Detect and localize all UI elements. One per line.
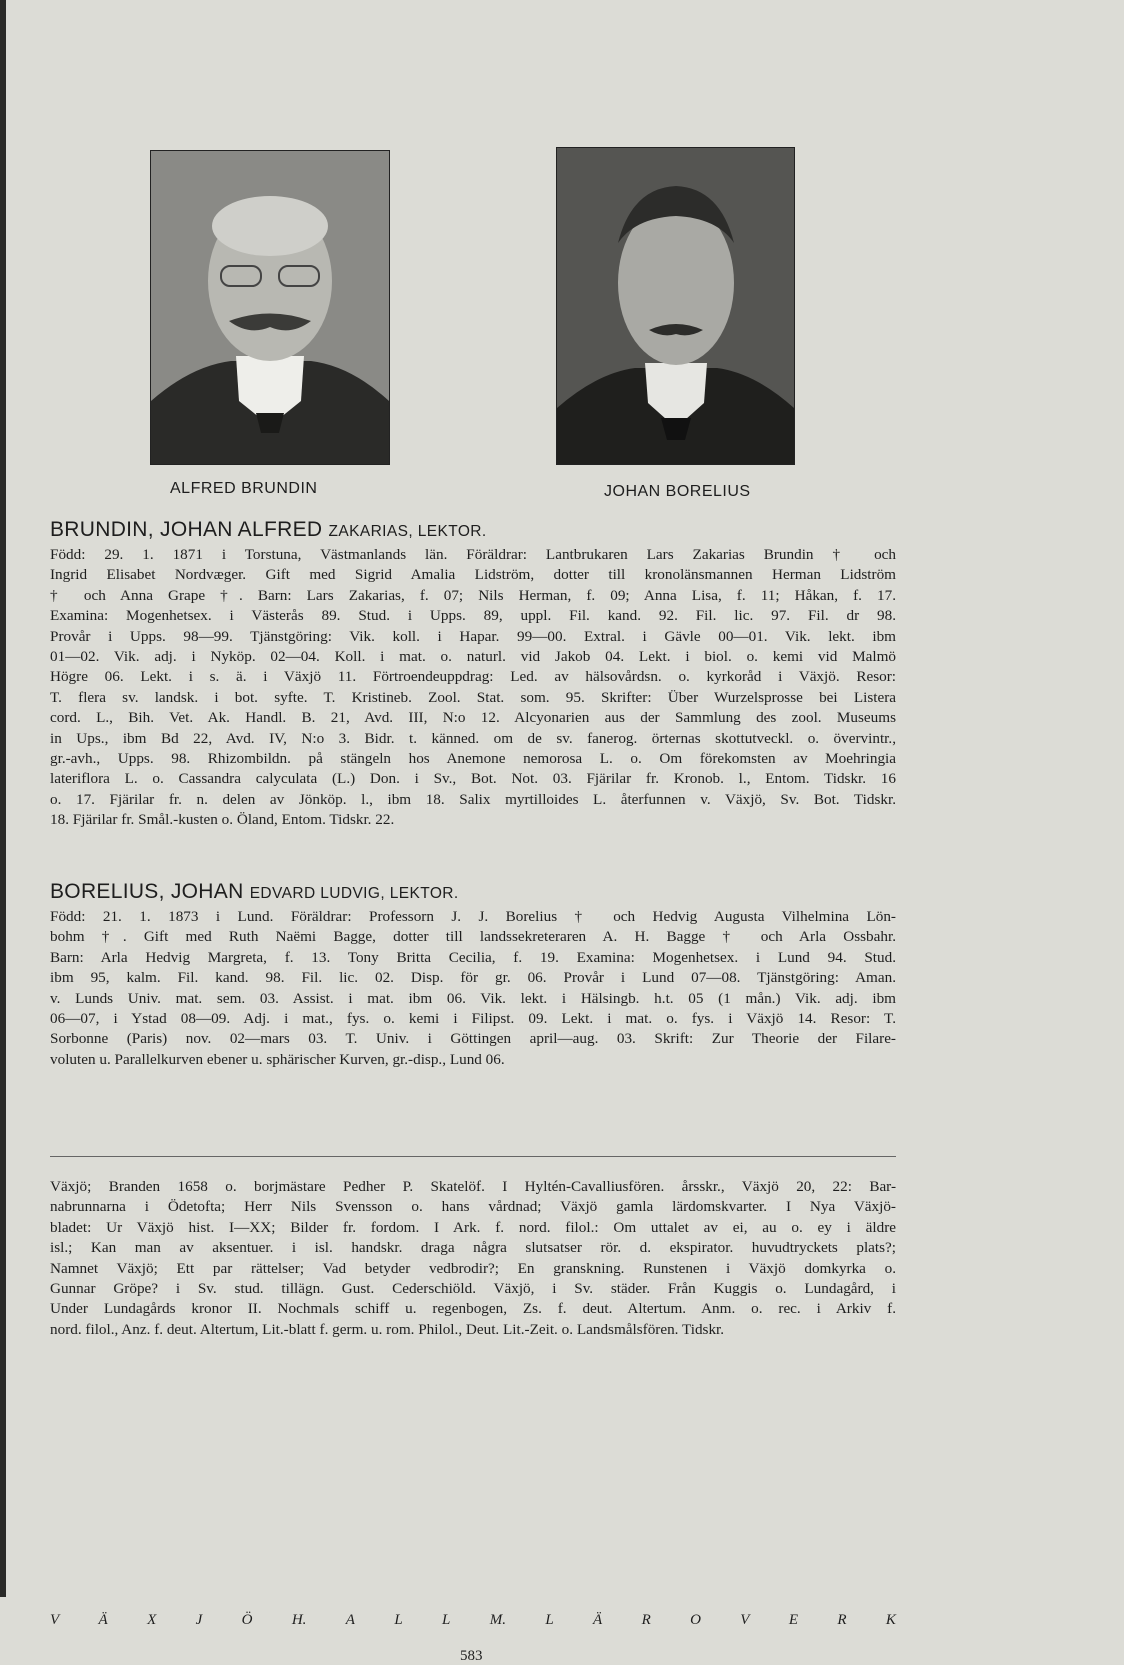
caption-left: ALFRED BRUNDIN (170, 480, 318, 497)
text-line: Född: 29. 1. 1871 i Torstuna, Västmanlands län. Föräldrar: Lantbrukaren Lars Zakarias Brundin † och (50, 546, 896, 563)
footnote-body (50, 1177, 896, 1340)
text-line: Examina: Mogenhetsex. i Västerås 89. Stud. i Upps. 89, uppl. Fil. kand. 92. Fil. lic. 97. Fil. dr 98. (50, 607, 896, 625)
running-head-letter: K (885, 1612, 896, 1628)
text-line: 01—02. Vik. adj. i Nyköp. 02—04. Koll. i mat. o. naturl. vid Jakob 04. Lekt. i biol. o. kemi vid Malmö (50, 648, 896, 666)
running-head-letter: E (788, 1612, 798, 1628)
text-line: Växjö; Branden 1658 o. borjmästare Pedher P. Skatelöf. I Hyltén-Cavalliusfören. årsskr., Växjö 20, 22: Bar- (50, 1178, 896, 1195)
footnote-divider (50, 1156, 896, 1157)
text-line: bohm †. Gift med Ruth Naëmi Bagge, dotter till landssekreteraren A. H. Bagge † och Arla Ossbahr. (50, 928, 896, 946)
text-line: 18. Fjärilar fr. Smål.-kusten o. Öland, Entom. Tidskr. 22. (50, 811, 395, 829)
text-line: Provår i Upps. 98—99. Tjänstgöring: Vik. koll. i Hapar. 99—00. Extral. i Gävle 00—01. Vik. lekt. ibm (50, 627, 896, 645)
entry-heading-name: BORELIUS, JOHAN (50, 880, 244, 903)
caption-right: JOHAN BORELIUS (604, 483, 751, 500)
running-head-letter: R (641, 1612, 651, 1628)
text-line: † och Anna Grape †. Barn: Lars Zakarias, f. 07; Nils Herman, f. 09; Anna Lisa, f. 11; Håkan, f. 17. (50, 586, 896, 604)
running-head-letter: L (545, 1612, 554, 1628)
running-head-letter: A (345, 1612, 355, 1628)
text-line: cord. L., Bih. Vet. Ak. Handl. B. 21, Avd. III, N:o 12. Alcyonarien aus der Sammlung des zool. Museums (50, 709, 896, 727)
entry-heading-borelius (50, 880, 459, 904)
running-head-letter: Ä (593, 1612, 603, 1628)
text-line: o. 17. Fjärilar fr. n. delen av Jönköp. l., ibm 18. Salix myrtilloides L. återfunnen v. Växjö, Sv. Bot. Tidskr. (50, 790, 896, 808)
text-line: Under Lundagårds kronor II. Nochmals schiff u. regenbogen, Zs. f. deut. Altertum. Anm. o. rec. i Arkiv f. (50, 1300, 896, 1318)
text-line: lateriflora L. o. Cassandra calyculata (L.) Don. i Sv., Bot. Not. 03. Fjärilar fr. Kronob. l., Entom. Tidskr. 16 (50, 770, 896, 788)
text-line: nabrunnarna i Ödetofta; Herr Nils Svensson o. hans vårdnad; Växjö gamla lärdomskvarter. I Nya Växjö- (50, 1198, 896, 1216)
running-head-letter: L (394, 1612, 403, 1628)
text-line: bladet: Ur Växjö hist. I—XX; Bilder fr. fordom. I Ark. f. nord. filol.: Om uttalet av ei, au o. ey i äldre (50, 1218, 896, 1236)
text-line: Sorbonne (Paris) nov. 02—mars 03. T. Univ. i Göttingen april—aug. 03. Skrift: Zur Theorie der Filare- (50, 1030, 896, 1048)
entry-heading-brundin (50, 518, 487, 542)
text-line: nord. filol., Anz. f. deut. Altertum, Lit.-blatt f. germ. u. rom. Philol., Deut. Lit.-Zeit. o. Landsmålsfören. Tidskr. (50, 1320, 725, 1338)
text-line: in Ups., ibm Bd 22, Avd. IV, N:o 3. Bidr. t. känned. om de sv. fanerog. örternas skottutveckl. o. övervintr., (50, 729, 896, 747)
text-line: Barn: Arla Hedvig Margreta, f. 13. Tony Britta Cecilia, f. 19. Examina: Mogenhetsex. i Lund 94. Stud. (50, 948, 896, 966)
text-line: 06—07, i Ystad 08—09. Adj. i mat., fys. o. kemi i Filipst. 09. Lekt. i mat. o. fys. i Växjö 14. Resor: T. (50, 1010, 896, 1028)
page-edge (0, 0, 6, 1597)
text-line: gr.-avh., Upps. 98. Rhizombildn. på stängeln hos Anemone nemorosa L. o. Om förekomsten av Moehringia (50, 750, 896, 768)
entry-heading-rest: EDVARD LUDVIG, LEKTOR. (249, 885, 459, 902)
running-head-letter: O (690, 1612, 701, 1628)
running-head (50, 1612, 896, 1629)
running-head-letter: Ä (98, 1612, 108, 1628)
running-head-letter: H. (291, 1612, 307, 1628)
text-line: Namnet Växjö; Ett par rättelser; Vad betyder vedbrodir?; En granskning. Runstenen i Växjö domkyrka o. (50, 1259, 896, 1277)
running-head-letter: Ö (241, 1612, 253, 1628)
entry-heading-name: BRUNDIN, JOHAN ALFRED (50, 518, 323, 541)
text-line: voluten u. Parallelkurven ebener u. sphärischer Kurven, gr.-disp., Lund 06. (50, 1050, 505, 1068)
entry-heading-rest: ZAKARIAS, LEKTOR. (328, 523, 487, 540)
running-head-letter: J (195, 1612, 203, 1628)
text-line: Ingrid Elisabet Nordvæger. Gift med Sigrid Amalia Lidström, dotter till kronolänsmannen Herman Lidström (50, 566, 896, 584)
running-head-letter: L (442, 1612, 451, 1628)
entry-body-borelius (50, 907, 896, 1070)
running-head-letter: R (837, 1612, 847, 1628)
text-line: Högre 06. Lekt. i s. ä. i Växjö 11. Förtroendeuppdrag: Led. av hälsovårdsn. o. kyrkoråd i Växjö. Resor: (50, 668, 896, 686)
text-line: isl.; Kan man av aksentuer. i isl. handskr. draga några slutsatser rör. d. ekspirator. huvudtryckets plats?; (50, 1239, 896, 1257)
text-line: v. Lunds Univ. mat. sem. 03. Assist. i mat. ibm 06. Vik. lekt. i Hälsingb. h.t. 05 (1 mån.) Vik. adj. ibm (50, 989, 896, 1007)
text-line: ibm 95, kalm. Fil. kand. 98. Fil. lic. 02. Disp. för gr. 06. Provår i Lund 07—08. Tjänstgöring: Aman. (50, 969, 896, 987)
running-head-letter: X (147, 1612, 157, 1628)
text-line: Född: 21. 1. 1873 i Lund. Föräldrar: Professorn J. J. Borelius † och Hedvig Augusta Vilhelmina Lön- (50, 908, 896, 925)
portrait-photo-alfred-brundin (150, 150, 390, 465)
running-head-letter: V (740, 1612, 750, 1628)
portrait-photo-johan-borelius (556, 147, 795, 465)
page-number: 583 (460, 1648, 483, 1664)
text-line: Gunnar Gröpe? i Sv. stud. tillägn. Gust. Cederschiöld. Växjö, i Sv. städer. Från Kuggis o. Lundagård, i (50, 1280, 896, 1298)
entry-body-brundin (50, 545, 896, 831)
running-head-letter: M. (489, 1612, 506, 1628)
running-head-letter: V (50, 1612, 60, 1628)
text-line: T. flera sv. landsk. i bot. syfte. T. Kristineb. Zool. Stat. som. 95. Skrifter: Über Wurzelsprosse bei Listera (50, 688, 896, 706)
